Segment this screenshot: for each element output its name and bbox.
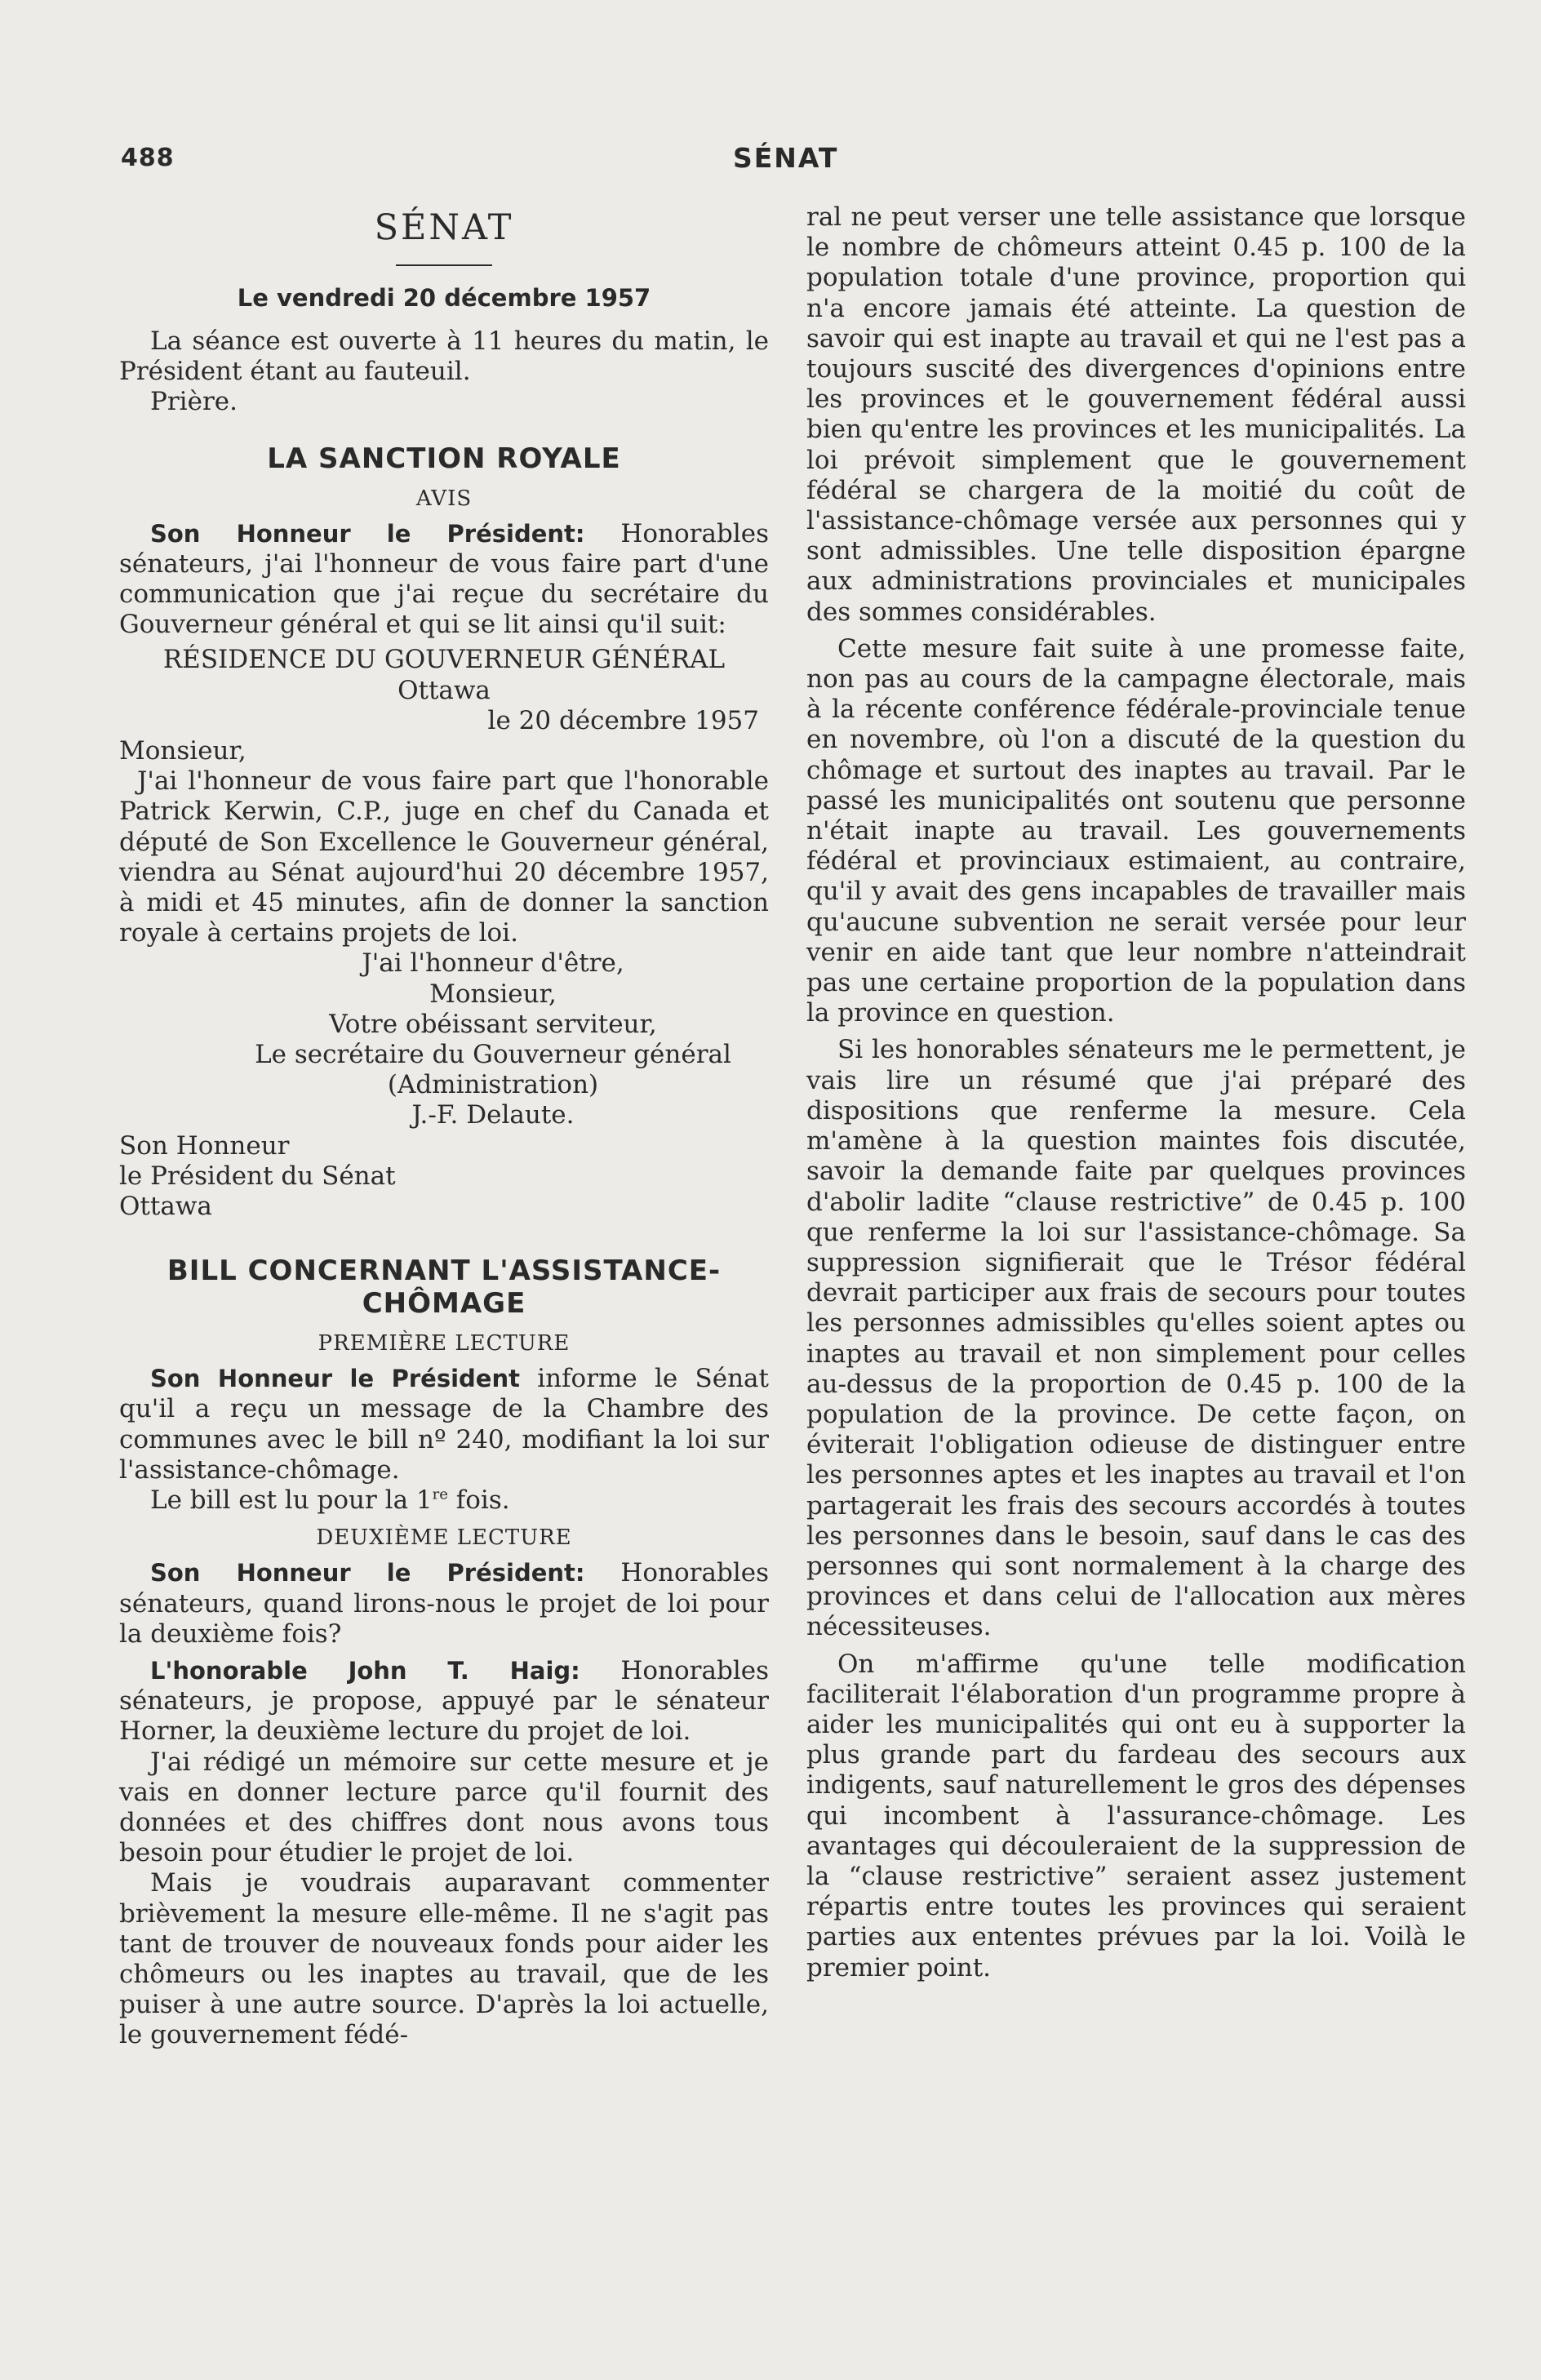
speaker-name: Son Honneur le Président: [150,519,585,548]
letter-heading: RÉSIDENCE DU GOUVERNEUR GÉNÉRAL [162,645,726,675]
speaker-name: Son Honneur le Président: [150,1559,585,1587]
speaker-paragraph-1 [119,519,769,641]
title-rule [396,264,492,266]
first-reading-line [119,1485,769,1516]
reading-text: Le bill est lu pour la 1 [150,1485,433,1516]
speaker-paragraph-3 [119,1558,769,1650]
sitting-date: Le vendredi 20 décembre 1957 [237,284,651,312]
reading-text-end: fois. [447,1485,510,1516]
letter-date: le 20 décembre 1957 [487,705,759,735]
right-column [806,202,1466,1983]
letter-salutation: Monsieur, [119,736,246,766]
speaker-name: L'honorable John T. Haig: [150,1656,580,1685]
speaker-name: Son Honneur le Président [150,1365,520,1393]
page-number: 488 [121,144,175,172]
letter-block [119,645,769,1222]
prayer-paragraph: Prière. [150,387,238,417]
speech-text: Honorables sénateurs, quand lirons-nous le projet de loi pour la deuxième fois? [119,1558,769,1649]
speech-text: informe le Sénat qu'il a reçu un message de la Chambre des communes avec le bill nº 240, modifiant la loi sur l'assistance-chômage. [119,1364,769,1485]
letter-closing-5: (Administration) [387,1070,599,1100]
opening-paragraph: La séance est ouverte à 11 heures du matin, le Président étant au fauteuil. [119,326,769,387]
letter-place: Ottawa [397,675,491,705]
letter-signature: J.-F. Delaute. [411,1100,575,1130]
letter-address-2: le Président du Sénat [119,1161,396,1191]
speaker-paragraph-2 [119,1364,769,1485]
letter-closing-4: Le secrétaire du Gouverneur général [255,1040,731,1070]
left-column [119,204,769,2051]
right-paragraph-2: Cette mesure fait suite à une promesse faite, non pas au cours de la campagne électorale, mais à la récente conférence fédérale-provinciale tenue en novembre, où l'on a discuté de la question du chômage et surtout des inaptes au travail. Par le passé les municipalités ont soutenu que personne n'était inapte au travail. Les gouvernements fédéral et provinciaux estimaient, au contraire, qu'il y avait des gens incapables de travailler mais qu'aucune subvention ne serait versée pour leur venir en aide tant que leur nombre n'atteindrait pas une certaine proportion de la population dans la province en question. [806,633,1466,1028]
running-title: SÉNAT [733,142,839,174]
subheading-second-reading: DEUXIÈME LECTURE [316,1525,572,1551]
speech-text: Honorables sénateurs, je propose, appuyé par le sénateur Horner, la deuxième lecture du projet de loi. [119,1655,769,1747]
letter-closing-2: Monsieur, [429,979,557,1009]
section-heading-bill: BILL CONCERNANT L'ASSISTANCE-CHÔMAGE [167,1254,722,1321]
right-paragraph-3: Si les honorables sénateurs me le permettent, je vais lire un résumé que j'ai préparé des dispositions que renferme la mesure. Cela m'amène à la question maintes fois discutée, savoir la demande faite par quelques provinces d'abolir ladite “clause restrictive” de 0.45 p. 100 que renferme la loi sur l'assistance-chômage. Sa suppression signifierait que le Trésor fédéral devrait participer aux frais de secours pour toutes les personnes admissibles qu'elles soient aptes ou inaptes au travail et non simplement pour celles au-dessus de la proportion de 0.45 p. 100 de la population de la province. De cette façon, on éviterait l'obligation odieuse de distinguer entre les personnes aptes et les inaptes au travail et l'on partagerait les frais des secours accordés à toutes les personnes dans le besoin, sauf dans le cas des personnes qui sont normalement à la charge des provinces et dans celui de l'allocation aux mères nécessiteuses. [806,1035,1466,1642]
right-paragraph-1: ral ne peut verser une telle assistance que lorsque le nombre de chômeurs atteint 0.45 p. 100 de la population totale d'une province, proportion qui n'a encore jamais été atteinte. La question de savoir qui est inapte au travail et qui ne l'est pas a toujours suscité des divergences d'opinions entre les provinces et le gouvernement fédéral aussi bien qu'entre les provinces et les municipalités. La loi prévoit simplement que le gouvernement fédéral se chargera de la moitié du coût de l'assistance-chômage versée aux personnes qui y sont admissibles. Une telle disposition épargne aux administrations provinciales et municipales des sommes considérables. [806,202,1466,627]
speaker-paragraph-4 [119,1656,769,1747]
section-heading-royal-assent: LA SANCTION ROYALE [267,442,621,475]
letter-closing-1: J'ai l'honneur d'être, [362,948,624,979]
comment-paragraph: Mais je voudrais auparavant commenter brièvement la mesure elle-même. Il ne s'agit pas tant de trouver de nouveaux fonds pour aider les chômeurs ou les inaptes au travail, que de les puiser à une autre source. D'après la loi actuelle, le gouvernement fédé- [119,1868,769,2050]
document-title: SÉNAT [374,207,514,248]
subheading-first-reading: PREMIÈRE LECTURE [318,1331,571,1357]
speech-text: Honorables sénateurs, j'ai l'honneur de vous faire part d'une communication que j'ai reçue du secrétaire du Gouverneur général et qui se lit ainsi qu'il suit: [119,518,769,640]
letter-address-3: Ottawa [119,1192,212,1222]
reading-ordinal: re [432,1485,448,1503]
subheading-notice: AVIS [415,486,473,511]
right-paragraph-4: On m'affirme qu'une telle modification faciliterait l'élaboration d'un programme propre à aider les municipalités qui ont eu à supporter la plus grande part du fardeau des secours aux indigents, sauf naturellement le gros des dépenses qui incombent à l'assurance-chômage. Les avantages qui découleraient de la suppression de la “clause restrictive” seraient assez justement répartis entre toutes les provinces qui seraient parties aux ententes prévues par la loi. Voilà le premier point. [806,1649,1466,1983]
letter-address-1: Son Honneur [119,1130,290,1161]
letter-body: J'ai l'honneur de vous faire part que l'honorable Patrick Kerwin, C.P., juge en chef du Canada et député de Son Excellence le Gouverneur général, viendra au Sénat aujourd'hui 20 décembre 1957, à midi et 45 minutes, afin de donner la sanction royale à certains projets de loi. [119,766,769,948]
memo-paragraph: J'ai rédigé un mémoire sur cette mesure et je vais en donner lecture parce qu'il fournit des données et des chiffres dont nous avons tous besoin pour étudier le projet de loi. [119,1747,769,1868]
letter-closing-3: Votre obéissant serviteur, [329,1009,657,1039]
